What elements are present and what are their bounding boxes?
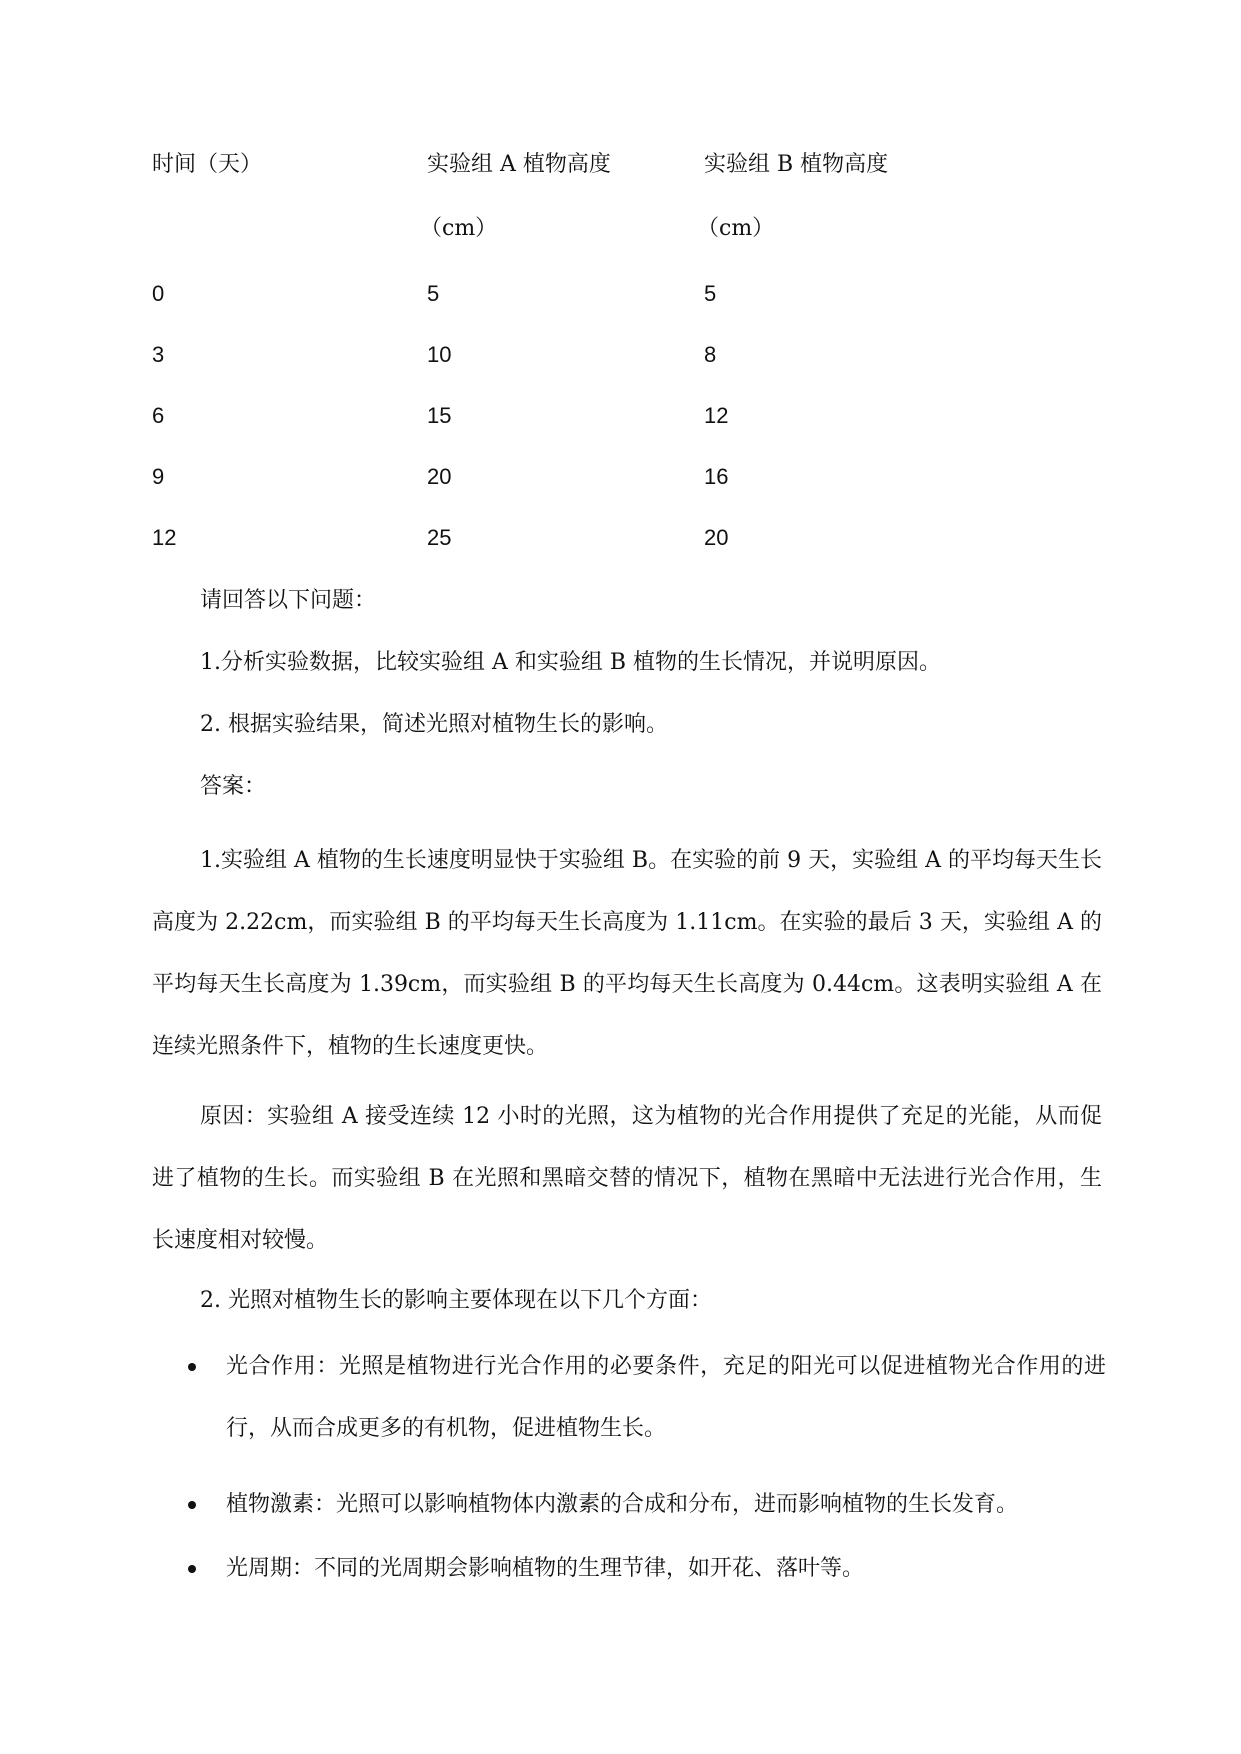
- question-2: 2. 根据实验结果，简述光照对植物生长的影响。: [200, 712, 668, 737]
- table-header-unit-b: （cm）: [697, 216, 775, 241]
- bullet-dot: [188, 1363, 196, 1371]
- table-cell: 5: [704, 281, 717, 306]
- bullet-text: 光合作用：光照是植物进行光合作用的必要条件，充足的阳光可以促进植物光合作用的进行，从而合成更多的有机物，促进植物生长。: [226, 1354, 1106, 1441]
- bullet-text: 光周期：不同的光周期会影响植物的生理节律，如开花、落叶等。: [226, 1556, 865, 1581]
- table-header-unit-a: （cm）: [420, 216, 498, 241]
- bullet-dot: [188, 1501, 196, 1509]
- question-1: 1.分析实验数据，比较实验组 A 和实验组 B 植物的生长情况，并说明原因。: [200, 650, 942, 675]
- table-cell: 10: [427, 342, 452, 367]
- table-cell: 0: [152, 281, 165, 306]
- table-cell: 16: [704, 464, 729, 489]
- table-cell: 9: [152, 464, 165, 489]
- table-cell: 20: [427, 464, 452, 489]
- table-cell: 8: [704, 342, 717, 367]
- table-header-group-b: 实验组 B 植物高度: [704, 152, 889, 177]
- table-cell: 6: [152, 403, 165, 428]
- table-cell: 5: [427, 281, 440, 306]
- table-cell: 12: [152, 525, 177, 550]
- answer-label: 答案：: [200, 774, 267, 799]
- bullet-dot: [188, 1565, 196, 1573]
- table-cell: 12: [704, 403, 729, 428]
- table-header-group-a: 实验组 A 植物高度: [427, 152, 611, 177]
- table-header-time: 时间（天）: [152, 152, 263, 177]
- bullet-text: 植物激素：光照可以影响植物体内激素的合成和分布，进而影响植物的生长发育。: [226, 1492, 1019, 1517]
- table-cell: 15: [427, 403, 452, 428]
- answer-2-intro: 2. 光照对植物生长的影响主要体现在以下几个方面：: [200, 1288, 712, 1313]
- table-cell: 3: [152, 342, 165, 367]
- table-cell: 25: [427, 525, 452, 550]
- answer-1: 1.实验组 A 植物的生长速度明显快于实验组 B。在实验的前 9 天，实验组 A 的平均每天生长高度为 2.22cm，而实验组 B 的平均每天生长高度为 1.11cm。在实验的最后 3 天，实验组 A 的平均每天生长高度为 1.39cm，而实验组 B 的平均每天生长高度为 0.44cm。这表明实验组 A 在连续光照条件下，植物的生长速度更快。: [152, 848, 1102, 1059]
- questions-intro: 请回答以下问题：: [200, 588, 377, 613]
- table-cell: 20: [704, 525, 729, 550]
- answer-reason: 原因：实验组 A 接受连续 12 小时的光照，这为植物的光合作用提供了充足的光能，从而促进了植物的生长。而实验组 B 在光照和黑暗交替的情况下，植物在黑暗中无法进行光合作用，生长速度相对较慢。: [152, 1104, 1102, 1253]
